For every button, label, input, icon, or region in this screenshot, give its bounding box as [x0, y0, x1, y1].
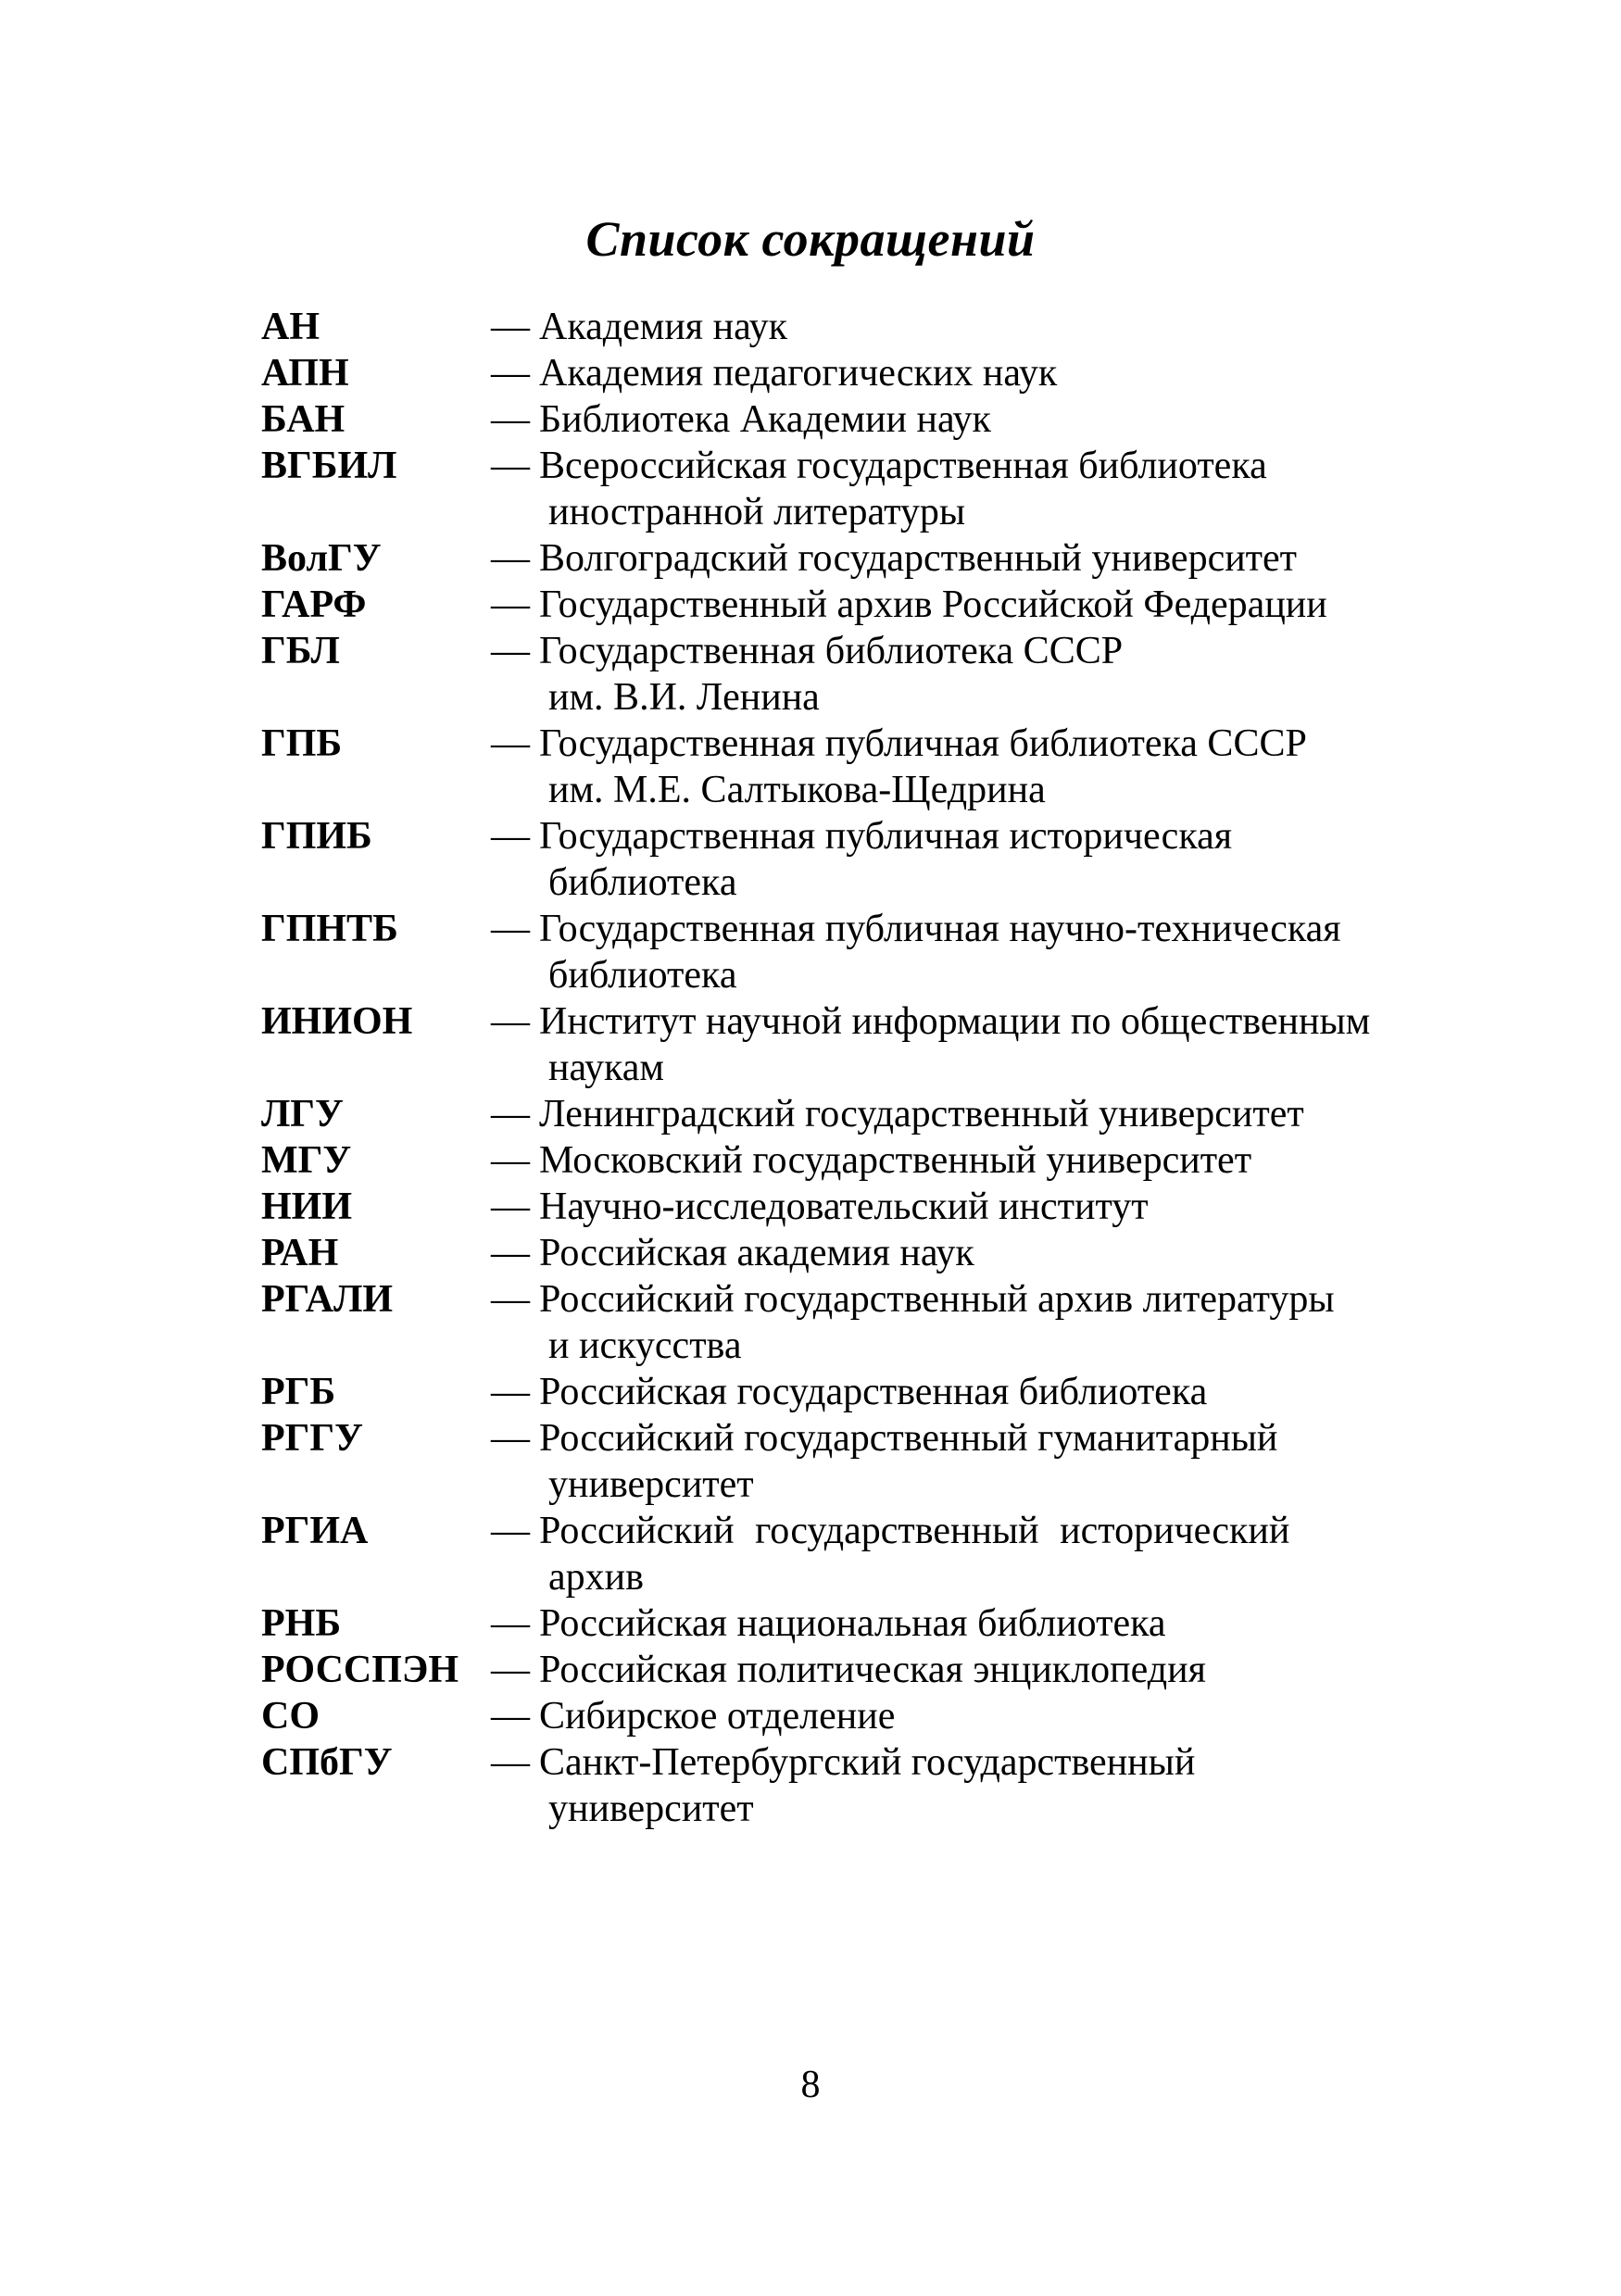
abbreviation-definition — [539, 1091, 1410, 1137]
definition-line: университет — [548, 1463, 754, 1506]
abbreviation-entry — [261, 443, 1410, 535]
abbreviation-entry — [261, 1091, 1410, 1137]
abbreviation-entry — [261, 535, 1410, 582]
em-dash-separator: — — [491, 1186, 530, 1228]
definition-line: университет — [548, 1788, 754, 1830]
em-dash-separator: — — [491, 1000, 530, 1043]
abbreviation-definition — [539, 1276, 1410, 1369]
abbreviation-term: РОССПЭН — [261, 1649, 459, 1691]
definition-line: Сибирское отделение — [539, 1695, 896, 1738]
abbreviation-entry — [261, 906, 1410, 998]
definition-line: Российская национальная библиотека — [539, 1602, 1166, 1645]
page-number: 8 — [800, 2064, 821, 2106]
abbreviation-term: ВГБИЛ — [261, 445, 397, 487]
abbreviation-term: ГПБ — [261, 722, 343, 765]
em-dash-separator: — — [491, 352, 530, 395]
em-dash-separator: — — [491, 1741, 530, 1784]
abbreviation-definition — [539, 1369, 1410, 1415]
abbreviation-definition — [539, 443, 1410, 535]
abbreviation-definition — [539, 582, 1410, 628]
em-dash-separator: — — [491, 815, 530, 858]
definition-line: Российская государственная библиотека — [539, 1371, 1208, 1413]
abbreviation-entry — [261, 1415, 1410, 1508]
abbreviation-entry — [261, 304, 1410, 350]
em-dash-separator: — — [491, 1232, 530, 1274]
definition-line: иностранной литературы — [548, 491, 966, 533]
definition-line: библиотека — [548, 861, 737, 904]
abbreviation-definition — [539, 1184, 1410, 1230]
definition-line: Санкт-Петербургский государственный — [539, 1741, 1196, 1784]
abbreviation-definition — [539, 1137, 1410, 1184]
abbreviation-term: РГИА — [261, 1510, 369, 1552]
abbreviation-term: ГАРФ — [261, 583, 367, 626]
definition-line: наукам — [548, 1047, 664, 1089]
abbreviation-entry — [261, 1739, 1410, 1832]
definition-line: Академия наук — [539, 306, 788, 348]
abbreviation-definition — [539, 628, 1410, 721]
definition-line: Российский государственный гуманитарный — [539, 1417, 1278, 1460]
definition-line: Академия педагогических наук — [539, 352, 1058, 395]
em-dash-separator: — — [491, 398, 530, 441]
definition-line: Библиотека Академии наук — [539, 398, 991, 441]
abbreviation-term: ГПНТБ — [261, 908, 398, 950]
definition-line: библиотека — [548, 954, 737, 997]
definition-line: Государственная публичная научно-техническая — [539, 908, 1341, 950]
abbreviation-definition — [539, 1230, 1410, 1276]
abbreviation-entry — [261, 350, 1410, 396]
definition-line: Волгоградский государственный университет — [539, 537, 1298, 580]
abbreviation-entry — [261, 582, 1410, 628]
abbreviation-entry — [261, 1137, 1410, 1184]
abbreviation-definition — [539, 813, 1410, 906]
abbreviation-term: ГБЛ — [261, 630, 340, 672]
em-dash-separator: — — [491, 1649, 530, 1691]
em-dash-separator: — — [491, 630, 530, 672]
em-dash-separator: — — [491, 1602, 530, 1645]
definition-line: Государственная библиотека СССР — [539, 630, 1124, 672]
definition-line: Государственная публичная библиотека СССР — [539, 722, 1307, 765]
abbreviation-entry — [261, 998, 1410, 1091]
abbreviation-list — [261, 304, 1410, 1832]
abbreviation-entry — [261, 1230, 1410, 1276]
em-dash-separator: — — [491, 1695, 530, 1738]
abbreviation-term: НИИ — [261, 1186, 353, 1228]
abbreviation-entry — [261, 1369, 1410, 1415]
abbreviation-entry — [261, 721, 1410, 813]
abbreviation-definition — [539, 1508, 1410, 1600]
abbreviation-definition — [539, 721, 1410, 813]
definition-line: Институт научной информации по общественным — [539, 1000, 1371, 1043]
abbreviation-entry — [261, 1276, 1410, 1369]
abbreviation-term: МГУ — [261, 1139, 352, 1182]
definition-line: Научно-исследовательский институт — [539, 1186, 1149, 1228]
em-dash-separator: — — [491, 1417, 530, 1460]
abbreviation-term: РГГУ — [261, 1417, 363, 1460]
abbreviation-term: РНБ — [261, 1602, 342, 1645]
abbreviation-definition — [539, 906, 1410, 998]
em-dash-separator: — — [491, 445, 530, 487]
abbreviation-definition — [539, 998, 1410, 1091]
definition-line: Всероссийская государственная библиотека — [539, 445, 1267, 487]
abbreviation-definition — [539, 1600, 1410, 1647]
em-dash-separator: — — [491, 583, 530, 626]
abbreviation-term: СПбГУ — [261, 1741, 393, 1784]
abbreviation-entry — [261, 1508, 1410, 1600]
em-dash-separator: — — [491, 1278, 530, 1321]
definition-line: Российский государственный архив литературы — [539, 1278, 1335, 1321]
definition-line: им. М.Е. Салтыкова-Щедрина — [548, 769, 1046, 811]
abbreviation-definition — [539, 1647, 1410, 1693]
em-dash-separator: — — [491, 908, 530, 950]
abbreviation-definition — [539, 535, 1410, 582]
definition-line: Государственный архив Российской Федерации — [539, 583, 1327, 626]
definition-line: Московский государственный университет — [539, 1139, 1252, 1182]
definition-line: Государственная публичная историческая — [539, 815, 1233, 858]
abbreviation-term: ЛГУ — [261, 1093, 344, 1135]
definition-line: и искусства — [548, 1324, 742, 1367]
em-dash-separator: — — [491, 1139, 530, 1182]
page-title: Список сокращений — [585, 211, 1036, 267]
definition-line: Ленинградский государственный университет — [539, 1093, 1304, 1135]
abbreviation-entry — [261, 628, 1410, 721]
abbreviation-definition — [539, 396, 1410, 443]
abbreviation-term: ИНИОН — [261, 1000, 413, 1043]
abbreviation-term: ВолГУ — [261, 537, 382, 580]
definition-line: им. В.И. Ленина — [548, 676, 820, 719]
definition-line: Российская академия наук — [539, 1232, 974, 1274]
abbreviation-entry — [261, 813, 1410, 906]
em-dash-separator: — — [491, 1510, 530, 1552]
abbreviation-term: АН — [261, 306, 320, 348]
abbreviation-entry — [261, 1647, 1410, 1693]
em-dash-separator: — — [491, 537, 530, 580]
abbreviation-term: СО — [261, 1695, 320, 1738]
definition-line: Российская политическая энциклопедия — [539, 1649, 1206, 1691]
abbreviation-entry — [261, 1600, 1410, 1647]
abbreviation-term: РГАЛИ — [261, 1278, 394, 1321]
abbreviation-term: ГПИБ — [261, 815, 372, 858]
em-dash-separator: — — [491, 1093, 530, 1135]
abbreviation-definition — [539, 1415, 1410, 1508]
abbreviation-term: РАН — [261, 1232, 339, 1274]
abbreviation-definition — [539, 304, 1410, 350]
abbreviation-definition — [539, 1693, 1410, 1739]
em-dash-separator: — — [491, 306, 530, 348]
abbreviation-entry — [261, 1184, 1410, 1230]
abbreviation-definition — [539, 350, 1410, 396]
abbreviation-term: БАН — [261, 398, 346, 441]
abbreviation-entry — [261, 1693, 1410, 1739]
abbreviation-definition — [539, 1739, 1410, 1832]
abbreviation-term: РГБ — [261, 1371, 336, 1413]
abbreviation-term: АПН — [261, 352, 349, 395]
definition-line: архив — [548, 1556, 644, 1599]
abbreviation-entry — [261, 396, 1410, 443]
definition-line: Российский государственный исторический — [539, 1510, 1290, 1552]
em-dash-separator: — — [491, 1371, 530, 1413]
em-dash-separator: — — [491, 722, 530, 765]
